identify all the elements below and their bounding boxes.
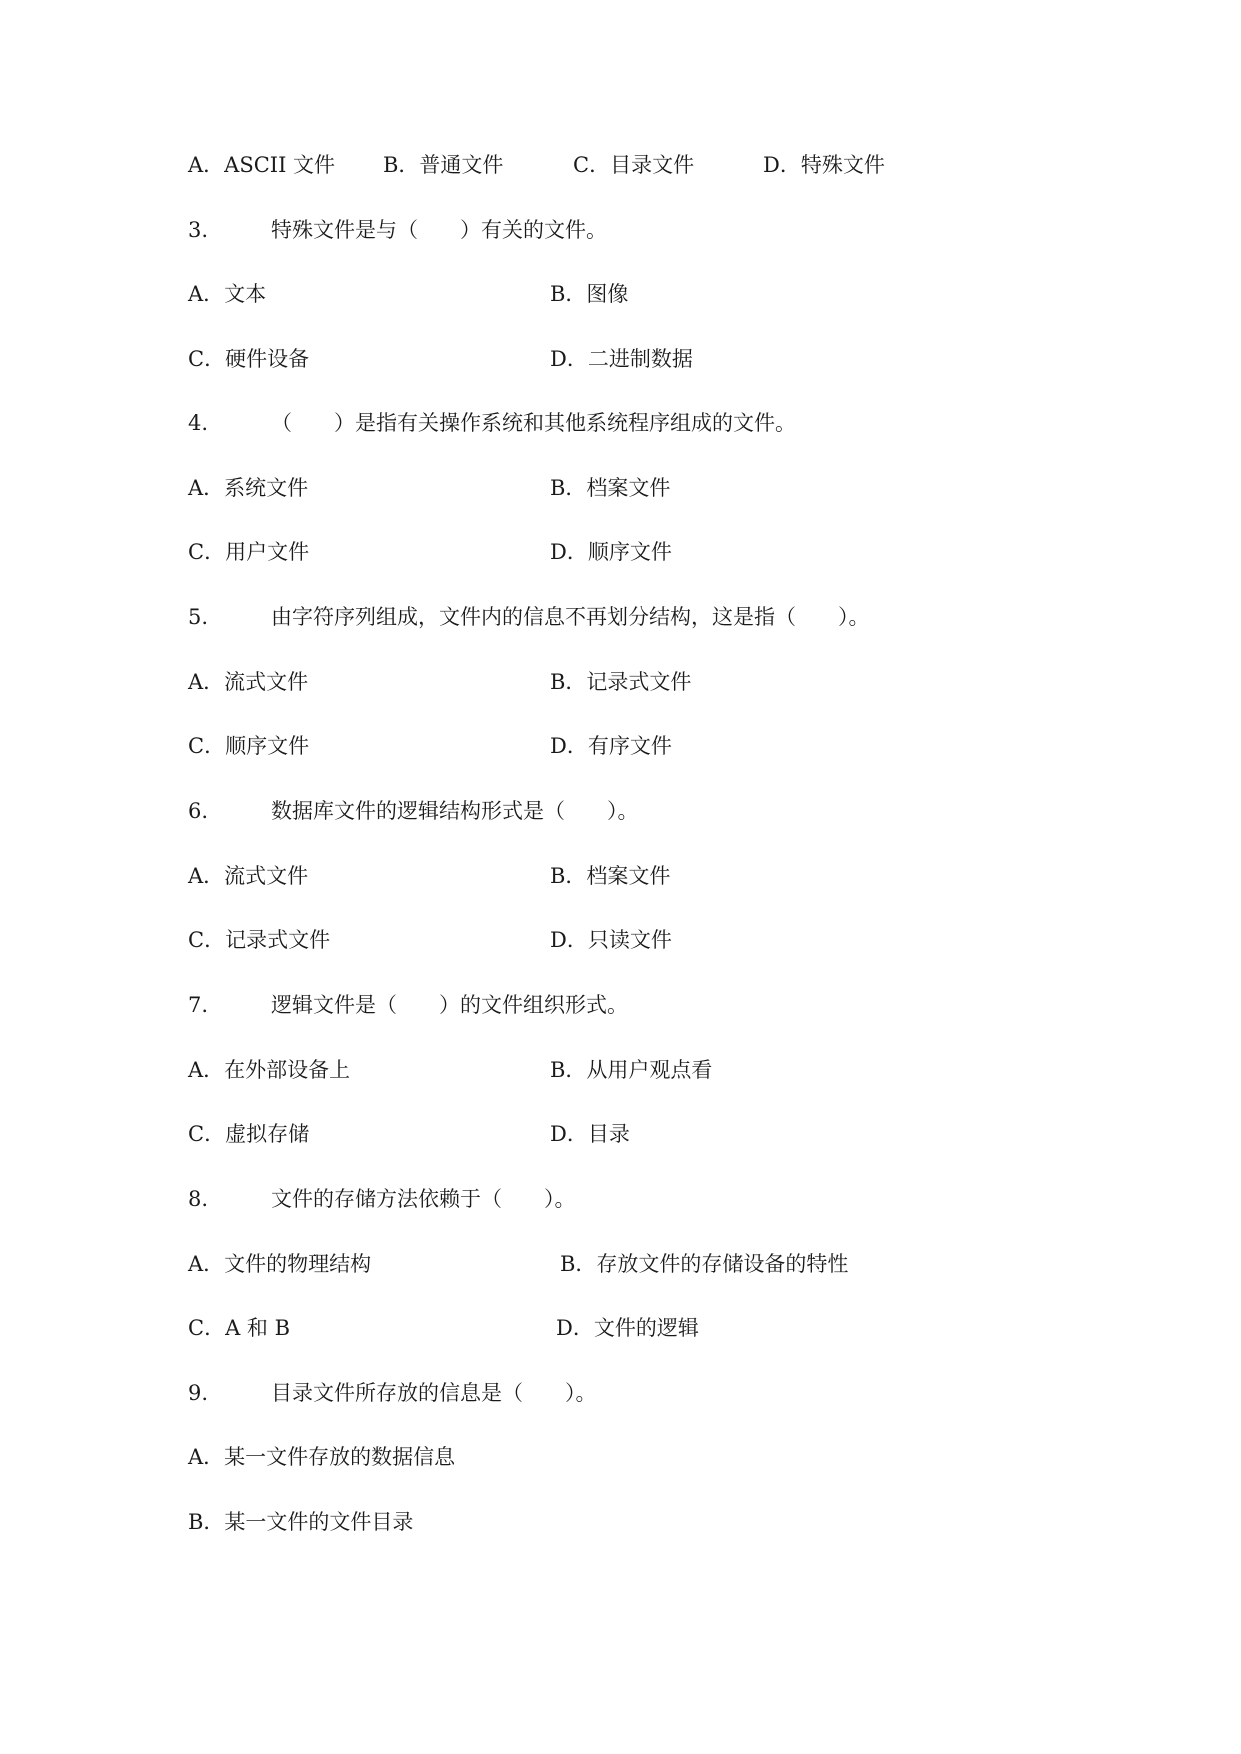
option-a: A．系统文件 bbox=[188, 476, 309, 500]
option-d: D．有序文件 bbox=[550, 734, 672, 758]
option-a: A．文件的物理结构 bbox=[188, 1252, 372, 1276]
question-stem: 特殊文件是与（ ）有关的文件。 bbox=[271, 218, 607, 242]
option-b: B．图像 bbox=[550, 282, 629, 306]
option-c: C．A 和 B bbox=[188, 1316, 291, 1340]
option-c: C．顺序文件 bbox=[188, 734, 310, 758]
question-stem: 数据库文件的逻辑结构形式是（ ）。 bbox=[271, 799, 639, 823]
question-number: 8. bbox=[188, 1187, 209, 1211]
question-number: 6. bbox=[188, 799, 209, 823]
option-b: B．记录式文件 bbox=[550, 670, 692, 694]
option-b: B．从用户观点看 bbox=[550, 1058, 713, 1082]
option-b: B．存放文件的存储设备的特性 bbox=[560, 1252, 849, 1276]
question-number: 4. bbox=[188, 411, 209, 435]
option-c: C．目录文件 bbox=[573, 153, 695, 177]
question-stem: 文件的存储方法依赖于（ ）。 bbox=[271, 1187, 576, 1211]
question-number: 3. bbox=[188, 218, 209, 242]
option-b: B．档案文件 bbox=[550, 864, 671, 888]
option-c: C．虚拟存储 bbox=[188, 1122, 310, 1146]
option-d: D．目录 bbox=[550, 1122, 630, 1146]
option-b: B．普通文件 bbox=[383, 153, 504, 177]
option-d: D．文件的逻辑 bbox=[556, 1316, 699, 1340]
option-c: C．记录式文件 bbox=[188, 928, 331, 952]
option-d: D．特殊文件 bbox=[763, 153, 885, 177]
option-c: C．用户文件 bbox=[188, 540, 310, 564]
option-b: B．档案文件 bbox=[550, 476, 671, 500]
option-a: A．流式文件 bbox=[188, 864, 309, 888]
option-a: A．ASCII 文件 bbox=[188, 153, 336, 177]
question-stem: 目录文件所存放的信息是（ ）。 bbox=[271, 1381, 597, 1405]
option-b: B．某一文件的文件目录 bbox=[188, 1510, 414, 1534]
question-stem: 逻辑文件是（ ）的文件组织形式。 bbox=[271, 993, 628, 1017]
question-number: 7. bbox=[188, 993, 209, 1017]
question-stem: 由字符序列组成，文件内的信息不再划分结构，这是指（ ）。 bbox=[271, 605, 870, 629]
option-a: A．在外部设备上 bbox=[188, 1058, 351, 1082]
option-d: D．二进制数据 bbox=[550, 347, 693, 371]
question-stem: （ ）是指有关操作系统和其他系统程序组成的文件。 bbox=[271, 411, 796, 435]
option-a: A．文本 bbox=[188, 282, 267, 306]
option-d: D．只读文件 bbox=[550, 928, 672, 952]
question-number: 5. bbox=[188, 605, 209, 629]
option-c: C．硬件设备 bbox=[188, 347, 310, 371]
option-a: A．某一文件存放的数据信息 bbox=[188, 1445, 456, 1469]
question-number: 9. bbox=[188, 1381, 209, 1405]
option-d: D．顺序文件 bbox=[550, 540, 672, 564]
option-a: A．流式文件 bbox=[188, 670, 309, 694]
